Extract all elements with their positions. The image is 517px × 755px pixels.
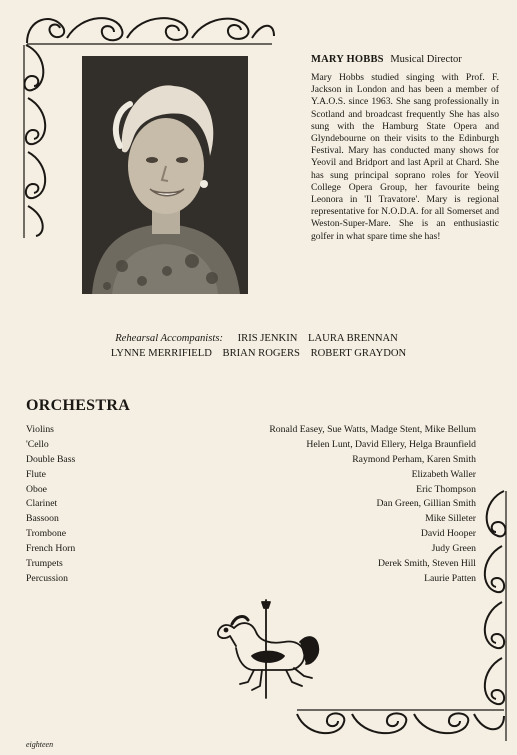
instrument-name: Oboe — [26, 483, 47, 495]
accompanists-label: Rehearsal Accompanists: — [115, 333, 223, 344]
instrument-name: Clarinet — [26, 498, 58, 510]
players-list: Eric Thompson — [416, 483, 476, 495]
players-list: Elizabeth Waller — [411, 468, 476, 480]
orchestra-row — [26, 423, 476, 438]
orchestra-row — [26, 512, 476, 527]
page-number: eighteen — [26, 740, 54, 749]
instrument-name: Percussion — [26, 572, 68, 584]
director-bio — [311, 54, 499, 243]
players-list: Ronald Easey, Sue Watts, Madge Stent, Mike Bellum — [269, 424, 476, 435]
accompanist-name: LYNNE MERRIFIELD — [110, 348, 212, 359]
orchestra-row — [26, 527, 476, 542]
instrument-name: Bassoon — [26, 513, 59, 525]
orchestra-row — [26, 497, 476, 512]
orchestra-row — [26, 453, 476, 468]
orchestra-row — [26, 542, 476, 557]
accompanists-block — [0, 331, 517, 361]
accompanist-name: ROBERT GRAYDON — [310, 348, 407, 359]
director-heading — [311, 54, 499, 65]
director-name: MARY HOBBS — [311, 54, 384, 65]
players-list: Mike Silleter — [425, 513, 476, 525]
players-list: David Hooper — [420, 528, 476, 540]
orchestra-row — [26, 468, 476, 483]
accompanist-name: BRIAN ROGERS — [222, 348, 300, 359]
scroll-border-bottom — [292, 704, 508, 744]
instrument-name: French Horn — [26, 543, 76, 555]
director-role: Musical Director — [390, 54, 462, 65]
instrument-name: Double Bass — [26, 453, 76, 465]
players-list: Judy Green — [431, 543, 476, 555]
instrument-name: Trombone — [26, 528, 67, 540]
players-list: Derek Smith, Steven Hill — [378, 558, 476, 570]
instrument-name: 'Cello — [26, 438, 49, 450]
scroll-border-left — [18, 40, 54, 240]
director-bio-text: Mary Hobbs studied singing with Prof. F. Jackson in London and has been a member of Y.A.O.S. since 1963. She sang professionally in Scotland and broadcast frequently She has also sung with the Hamburg State Opera and Glyndebourne on their visits to the Edinburgh Festival. Mary has conducted many shows for Yeovil and Bridport and last April at Chard. She has sung principal soprano roles for Yeovil College Opera Group, her favourite being Leonora in 'Il Travatore'. Mary is regional representative for N.O.D.A. for all Somerset and Weston-Super-Mare. She is an enthusiastic golfer in what spare time she has! — [311, 72, 499, 242]
instrument-name: Violins — [26, 424, 54, 435]
players-list: Laurie Patten — [424, 572, 476, 584]
scroll-border-top — [22, 8, 277, 48]
players-list: Raymond Perham, Karen Smith — [352, 453, 476, 465]
orchestra-row — [26, 557, 476, 572]
accompanist-name: LAURA BRENNAN — [308, 333, 398, 344]
carousel-horse-icon — [212, 598, 324, 700]
orchestra-row — [26, 483, 476, 498]
instrument-name: Trumpets — [26, 558, 63, 570]
players-list: Dan Green, Gillian Smith — [376, 498, 476, 510]
players-list: Helen Lunt, David Ellery, Helga Braunfield — [306, 438, 476, 450]
orchestra-row — [26, 572, 476, 587]
accompanist-name: IRIS JENKIN — [237, 333, 298, 344]
instrument-name: Flute — [26, 468, 46, 480]
orchestra-title: ORCHESTRA — [26, 397, 131, 414]
orchestra-row — [26, 438, 476, 453]
orchestra-list — [26, 423, 476, 587]
director-portrait — [82, 56, 248, 294]
